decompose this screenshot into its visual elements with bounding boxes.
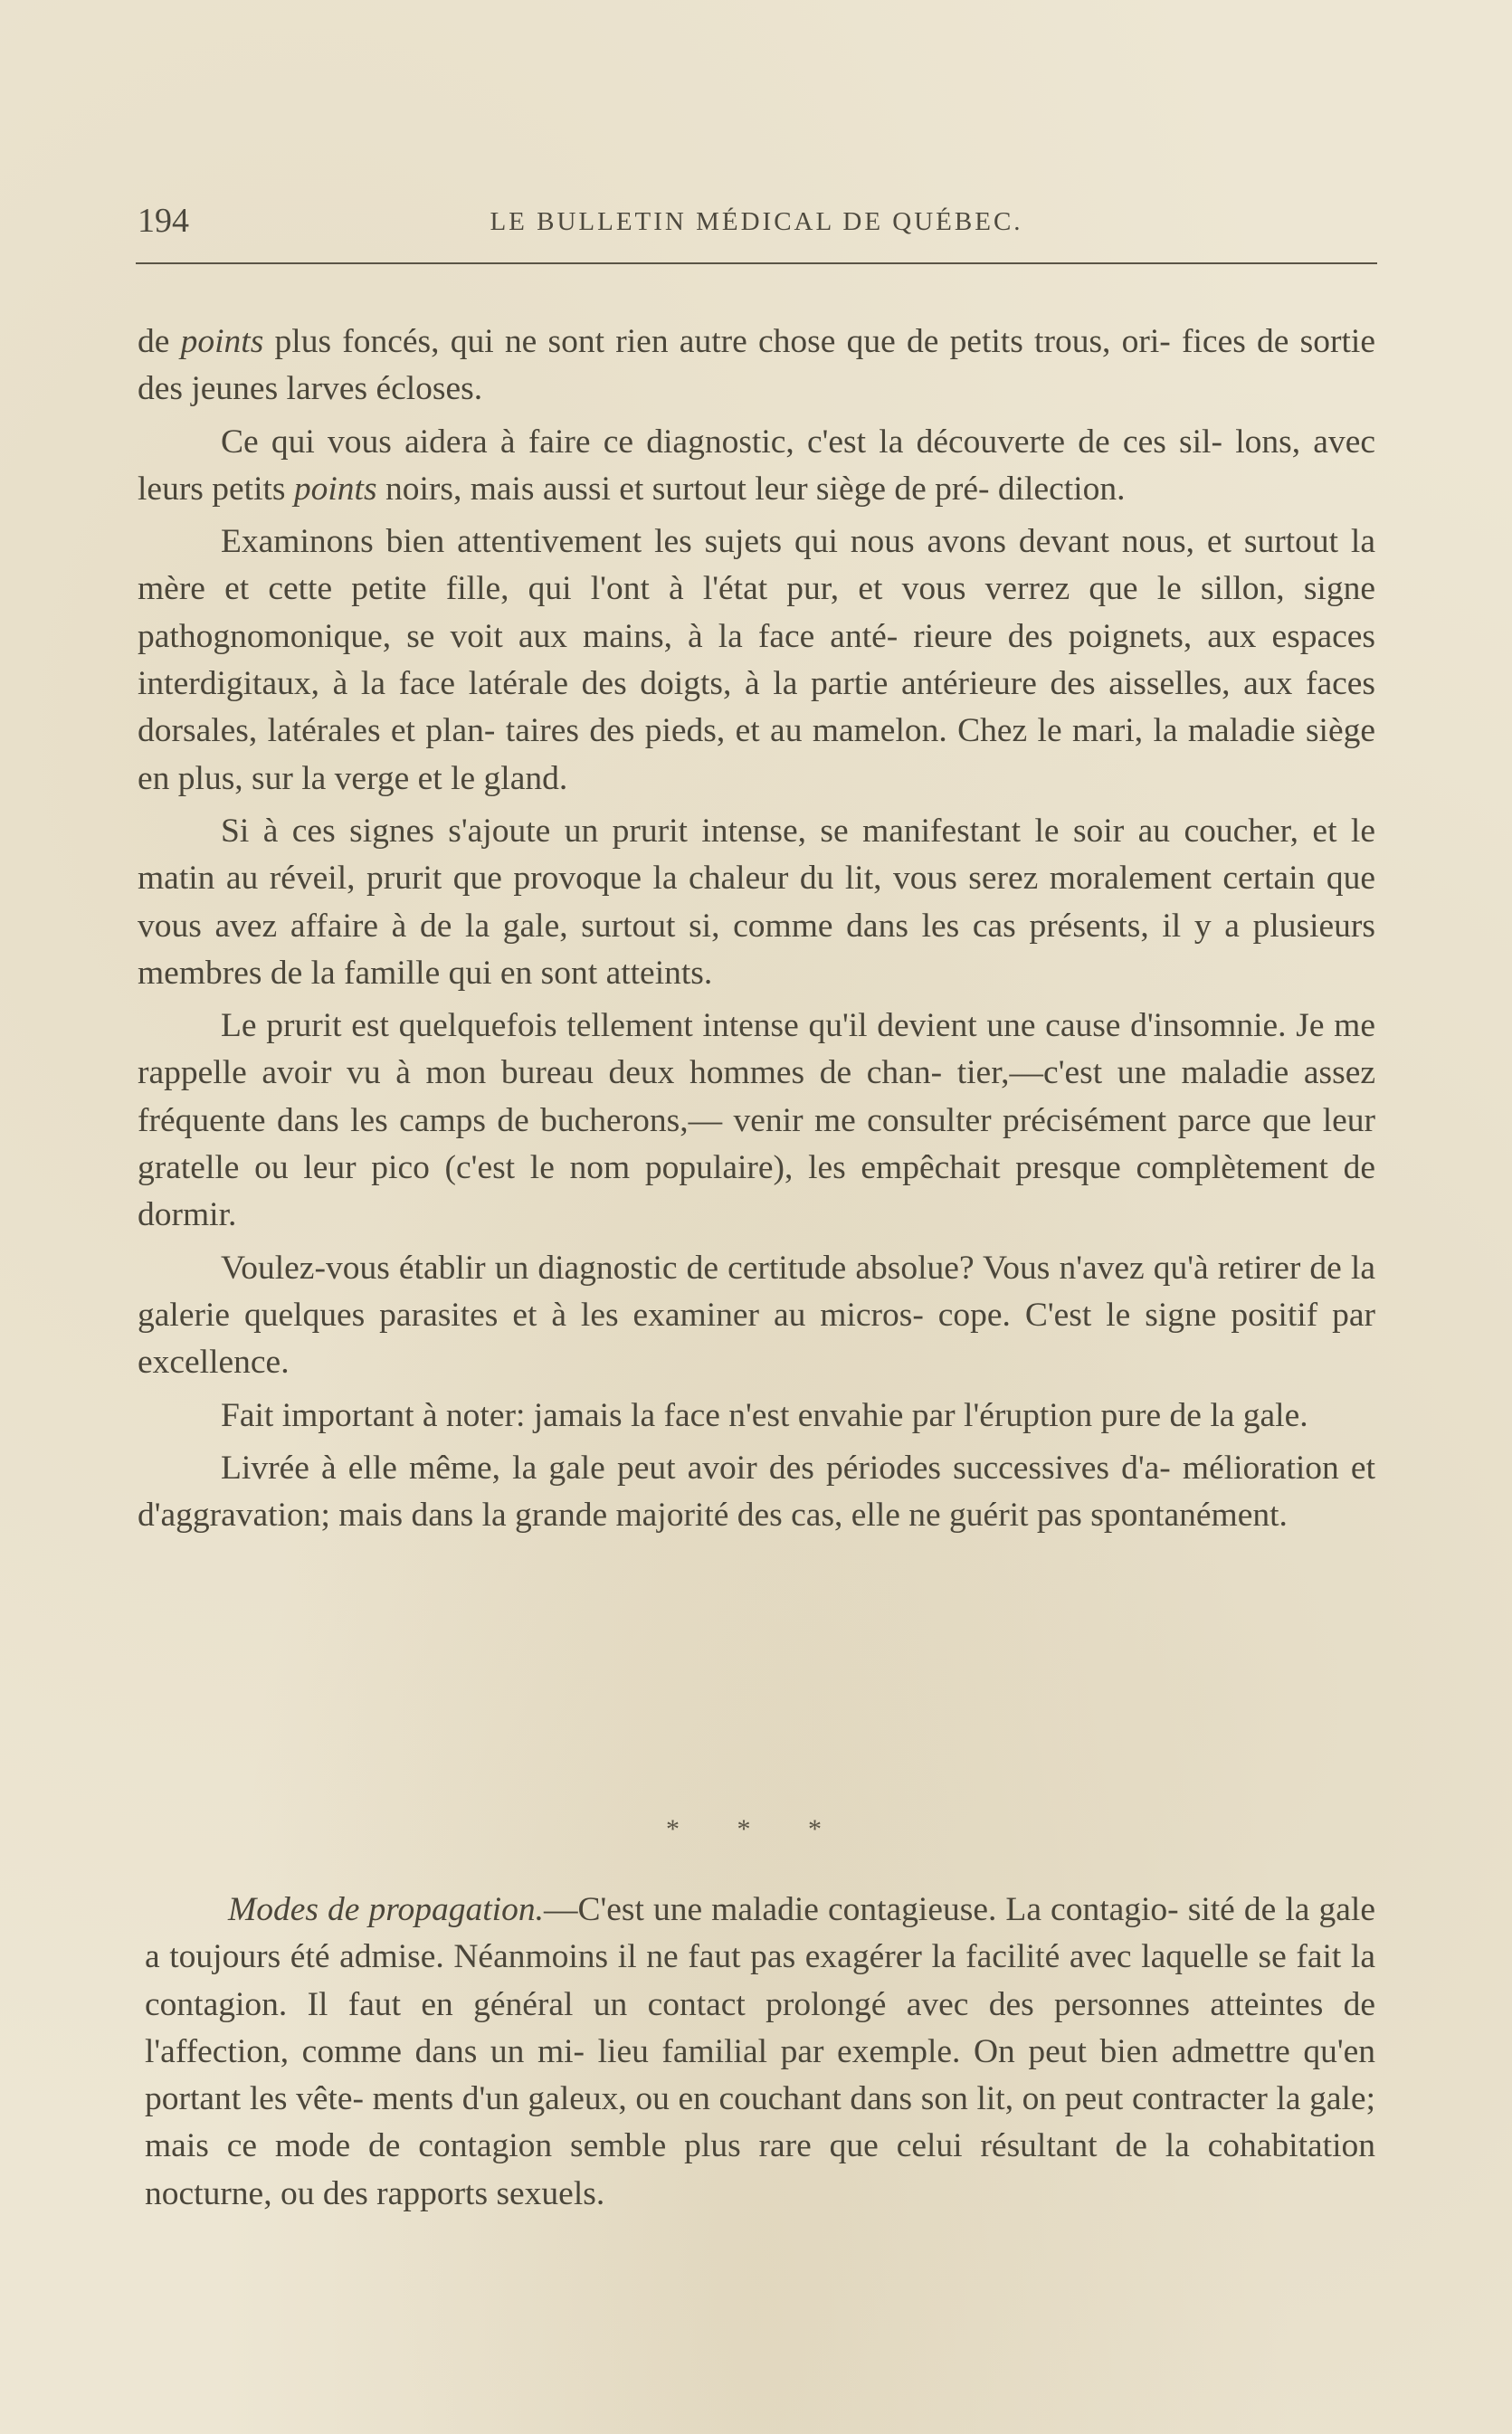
paragraph-2-emphasis: points xyxy=(293,470,377,508)
paragraph-1 xyxy=(138,319,1375,414)
header-rule xyxy=(136,262,1377,264)
document-page xyxy=(136,0,1377,2434)
journal-title: LE BULLETIN MÉDICAL DE QUÉBEC. xyxy=(490,207,1023,236)
section-heading: Modes de propagation. xyxy=(228,1891,544,1928)
paragraph-1-text-b: plus foncés, qui ne sont rien autre chose que de petits trous, ori- fices de sortie des jeunes larves écloses. xyxy=(138,323,1375,408)
section-propagation xyxy=(145,1887,1375,2218)
paragraph-7: Fait important à noter: jamais la face n'est envahie par l'éruption pure de la gale. xyxy=(221,1396,1308,1434)
paragraph-5: Le prurit est quelquefois tellement intense qu'il devient une cause d'insomnie. Je me rappelle avoir vu à mon bureau deux hommes de chan- tier,—c'est une maladie assez fréquente dans les camps de bucherons,— venir me consulter précisément parce que leur gratelle ou leur pico (c'est le nom populaire), les empêchait presque complètement de dormir. xyxy=(138,1007,1375,1234)
paragraph-3: Examinons bien attentivement les sujets qui nous avons devant nous, et surtout la mère et cette petite fille, qui l'ont à l'état pur, et vous verrez que le sillon, signe pathognomonique, se voit aux mains, à la face anté- rieure des poignets, aux espaces interdigitaux, à la face latérale des doigts, à la partie antérieure des aisselles, aux faces dorsales, latérales et plan- taires des pieds, et au mamelon. Chez le mari, la maladie siège en plus, sur la verge et le gland. xyxy=(138,523,1375,797)
page-number: 194 xyxy=(138,202,189,240)
running-head xyxy=(136,201,1377,248)
paragraph-2-text-a: Ce qui vous aidera à faire ce diagnostic, c'est la découverte de ces sil- lons, avec leurs petits xyxy=(138,423,1375,508)
paragraph-1-emphasis: points xyxy=(180,323,264,360)
paragraph-1-text-a: de xyxy=(138,323,181,360)
section-body: —C'est une maladie contagieuse. La contagio- sité de la gale a toujours été admise. Néanmoins il ne faut pas exagérer la facilité avec laquelle se fait la contagion. Il faut en général un contact prolongé avec des personnes atteintes de l'affection, comme dans un mi- lieu familial par exemple. On peut bien admettre qu'en portant les vête- ments d'un galeux, ou en couchant dans son lit, on peut contracter la gale; mais ce mode de contagion semble plus rare que celui résultant de la cohabitation nocturne, ou des rapports sexuels. xyxy=(145,1891,1375,2212)
paragraph-2 xyxy=(138,419,1375,514)
section-separator: * * * xyxy=(666,1814,847,1844)
paragraph-2-text-b: noirs, mais aussi et surtout leur siège de pré- dilection. xyxy=(376,470,1126,508)
body-text xyxy=(138,319,1375,1545)
section-paragraph xyxy=(145,1887,1375,2218)
paragraph-4: Si à ces signes s'ajoute un prurit intense, se manifestant le soir au coucher, et le matin au réveil, prurit que provoque la chaleur du lit, vous serez moralement certain que vous avez affaire à de la gale, surtout si, comme dans les cas présents, il y a plusieurs membres de la famille qui en sont atteints. xyxy=(138,812,1375,992)
paragraph-8: Livrée à elle même, la gale peut avoir des périodes successives d'a- mélioration et d'aggravation; mais dans la grande majorité des cas, elle ne guérit pas spontanément. xyxy=(138,1449,1375,1535)
paragraph-6: Voulez-vous établir un diagnostic de certitude absolue? Vous n'avez qu'à retirer de la galerie quelques parasites et à les examiner au micros- cope. C'est le signe positif par excellence. xyxy=(138,1249,1375,1382)
